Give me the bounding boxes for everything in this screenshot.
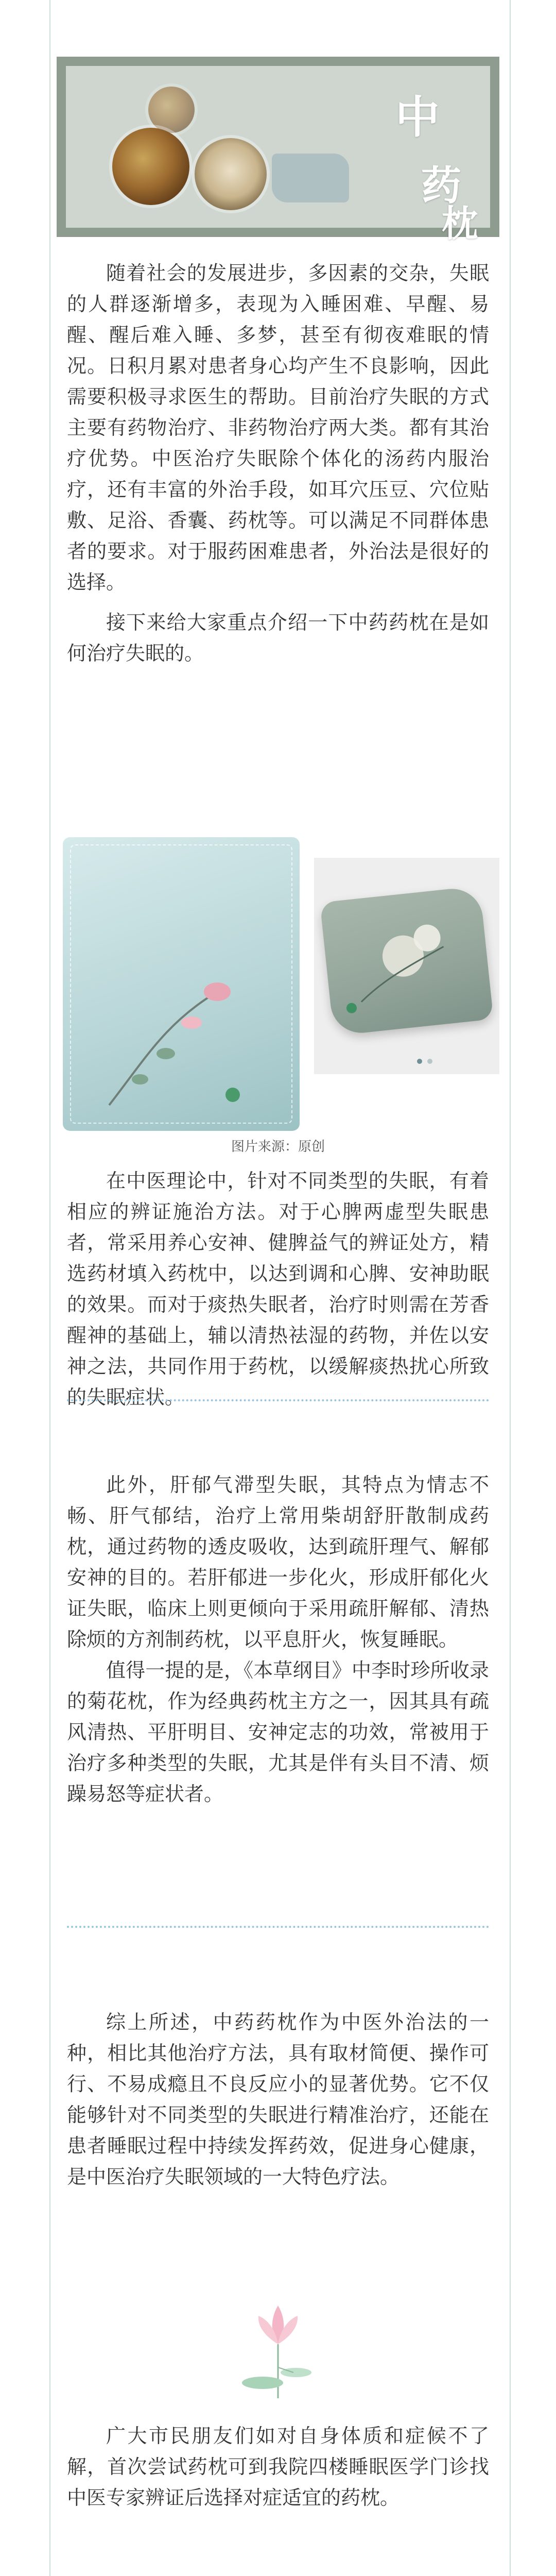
intro-section — [67, 258, 489, 669]
liver-paragraph: 值得一提的是，《本草纲目》中李时珍所收录的菊花枕，作为经典药枕主方之一，因其具有疏风清热、平肝明目、安神定志的功效，常被用于治疗多种类型的失眠，尤其是伴有头目不清、烦躁易怒等症状者。 — [67, 1659, 489, 1805]
theory-paragraph: 在中医理论中，针对不同类型的失眠，有着相应的辨证施治方法。对于心脾两虚型失眠患者，常采用养心安神、健脾益气的辨证处方，精选药材填入药枕中，以达到调和心脾、安神助眠的效果。而对于痰热失眠者，治疗时则需在芳香醒神的基础上，辅以清热祛湿的药物，并佐以安神之法，共同作用于药枕，以缓解痰热扰心所致的失眠症状。 — [67, 1170, 489, 1409]
carousel-dot-active[interactable] — [417, 1059, 422, 1064]
closing-paragraph: 广大市民朋友们如对自身体质和症候不了解，首次尝试药枕可到我院四楼睡眠医学门诊找中医专家辨证后选择对症适宜的药枕。 — [67, 2425, 489, 2509]
banner-background — [66, 66, 490, 245]
banner-title-char: 中 — [395, 91, 443, 143]
banner-title-char: 枕 — [442, 202, 478, 245]
closing-section — [67, 2420, 489, 2513]
carousel-indicator[interactable] — [417, 1056, 438, 1066]
lotus-illustration — [227, 2295, 329, 2409]
header-banner — [57, 57, 499, 245]
floral-embroidery — [320, 886, 493, 1036]
banner-title-char: 药 — [421, 162, 462, 209]
theory-section — [67, 1165, 489, 1413]
summary-paragraph: 综上所述，中药药枕作为中医外治法的一种，相比其他治疗方法，具有取材简便、操作可行、不易成瘾且不良反应小的显著优势。它不仅能够针对不同类型的失眠进行精准治疗，还能在患者睡眠过程中持续发挥药效，促进身心健康，是中医治疗失眠领域的一大特色疗法。 — [67, 2011, 489, 2188]
dotted-divider — [67, 1926, 489, 1928]
herb-image — [195, 138, 267, 210]
dotted-divider — [67, 1399, 489, 1401]
herbal-pillow-photo — [63, 837, 300, 1131]
image-caption: 图片来源：原创 — [231, 1139, 325, 1155]
intro-paragraph: 接下来给大家重点介绍一下中药药枕在是如何治疗失眠的。 — [67, 611, 489, 665]
carousel-dot[interactable] — [427, 1059, 432, 1064]
pillow-image — [272, 154, 349, 202]
herb-image — [148, 87, 195, 133]
summary-section — [67, 2007, 489, 2192]
liver-paragraph: 此外，肝郁气滞型失眠，其特点为情志不畅、肝气郁结，治疗上常用柴胡舒肝散制成药枕，通过药物的透皮吸收，达到疏肝理气、解郁安神的目的。若肝郁进一步化火，形成肝郁化火证失眠，临床上则更倾向于采用疏肝解郁、清热除烦的方剂制药枕，以平息肝火，恢复睡眠。 — [67, 1473, 489, 1651]
pillow-image — [320, 886, 493, 1036]
pillow-photo-side — [314, 858, 499, 1074]
herb-image — [112, 128, 189, 205]
intro-paragraph: 随着社会的发展进步，多因素的交杂，失眠的人群逐渐增多，表现为入睡困难、早醒、易醒、醒后难入睡、多梦，甚至有彻夜难眠的情况。日积月累对患者身心均产生不良影响，因此需要积极寻求医生的帮助。目前治疗失眠的方式主要有药物治疗、非药物治疗两大类。都有其治疗优势。中医治疗失眠除个体化的汤药内服治疗，还有丰富的外治手段，如耳穴压豆、穴位贴敷、足浴、香囊、药枕等。可以满足不同群体患者的要求。对于服药困难患者，外治法是很好的选择。 — [67, 262, 489, 594]
floral-embroidery — [63, 837, 300, 1131]
liver-section — [67, 1469, 489, 1809]
